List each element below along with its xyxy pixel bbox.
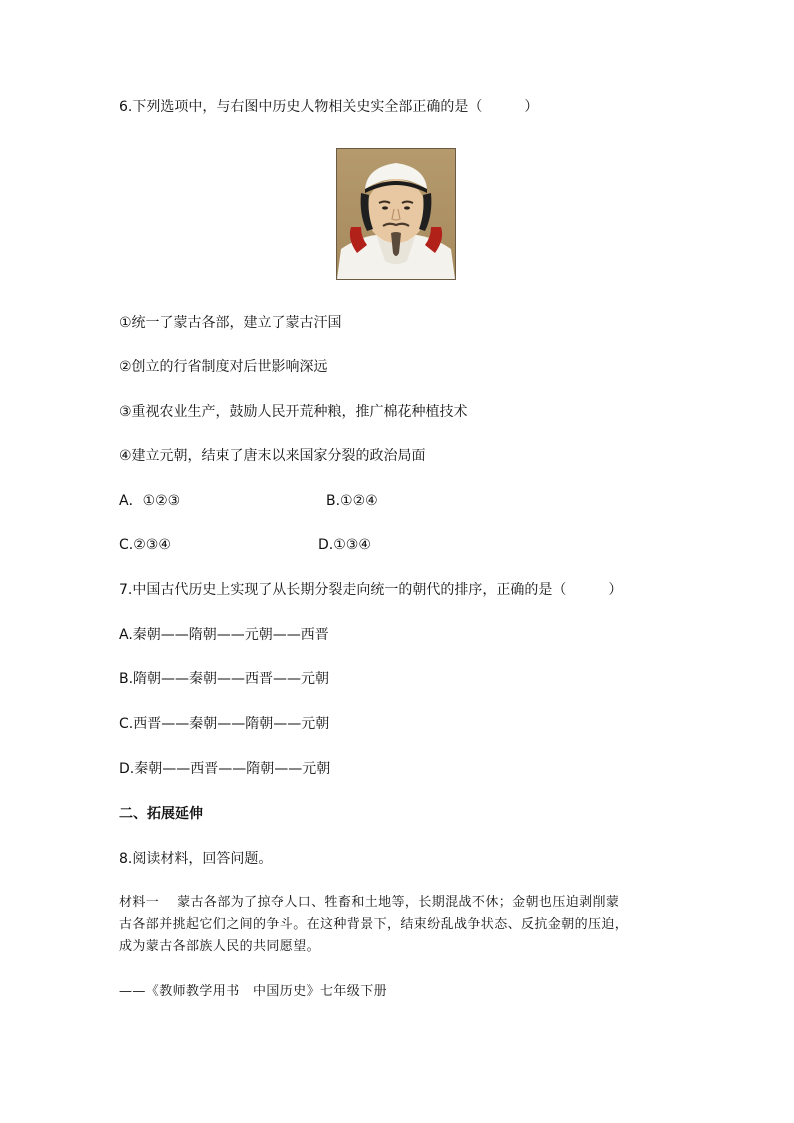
q8-material-line-3: 成为蒙古各部族人民的共同愿望。 (119, 939, 321, 954)
q8-material-line-2: 古各部并挑起它们之间的争斗。在这种背景下，结束纷乱战争状态、反抗金朝的压迫， (119, 917, 629, 932)
q6-stem: 6.下列选项中，与右图中历史人物相关史实全部正确的是（ ） (119, 99, 539, 115)
q6-option-d: D.①③④ (318, 537, 371, 553)
q7-option-b: B.隋朝——秦朝——西晋——元朝 (119, 671, 330, 687)
q7-option-a: A.秦朝——隋朝——元朝——西晋 (119, 627, 329, 643)
q6-statement-4: ④建立元朝，结束了唐末以来国家分裂的政治局面 (119, 448, 426, 464)
q6-option-c: C.②③④ (119, 537, 171, 553)
q6-statement-2: ②创立的行省制度对后世影响深远 (119, 359, 328, 375)
q8-material-line-1: 材料一 蒙古各部为了掠夺人口、牲畜和土地等，长期混战不休；金朝也压迫剥削蒙 (119, 895, 620, 910)
q8-source: ——《教师教学用书 中国历史》七年级下册 (119, 984, 388, 999)
q7-option-d: D.秦朝——西晋——隋朝——元朝 (119, 761, 331, 777)
q7-option-c: C.西晋——秦朝——隋朝——元朝 (119, 716, 330, 732)
q7-stem: 7.中国古代历史上实现了从长期分裂走向统一的朝代的排序，正确的是（ ） (119, 582, 623, 598)
kublai-khan-portrait (336, 148, 456, 280)
section-title: 二、拓展延伸 (119, 806, 203, 822)
q6-statement-3: ③重视农业生产，鼓励人民开荒种粮，推广棉花种植技术 (119, 404, 468, 420)
q6-option-a: A．①②③ (119, 493, 181, 509)
q6-statement-1: ①统一了蒙古各部，建立了蒙古汗国 (119, 315, 342, 331)
q8-stem: 8.阅读材料，回答问题。 (119, 851, 273, 867)
q6-option-b: B.①②④ (326, 493, 378, 509)
